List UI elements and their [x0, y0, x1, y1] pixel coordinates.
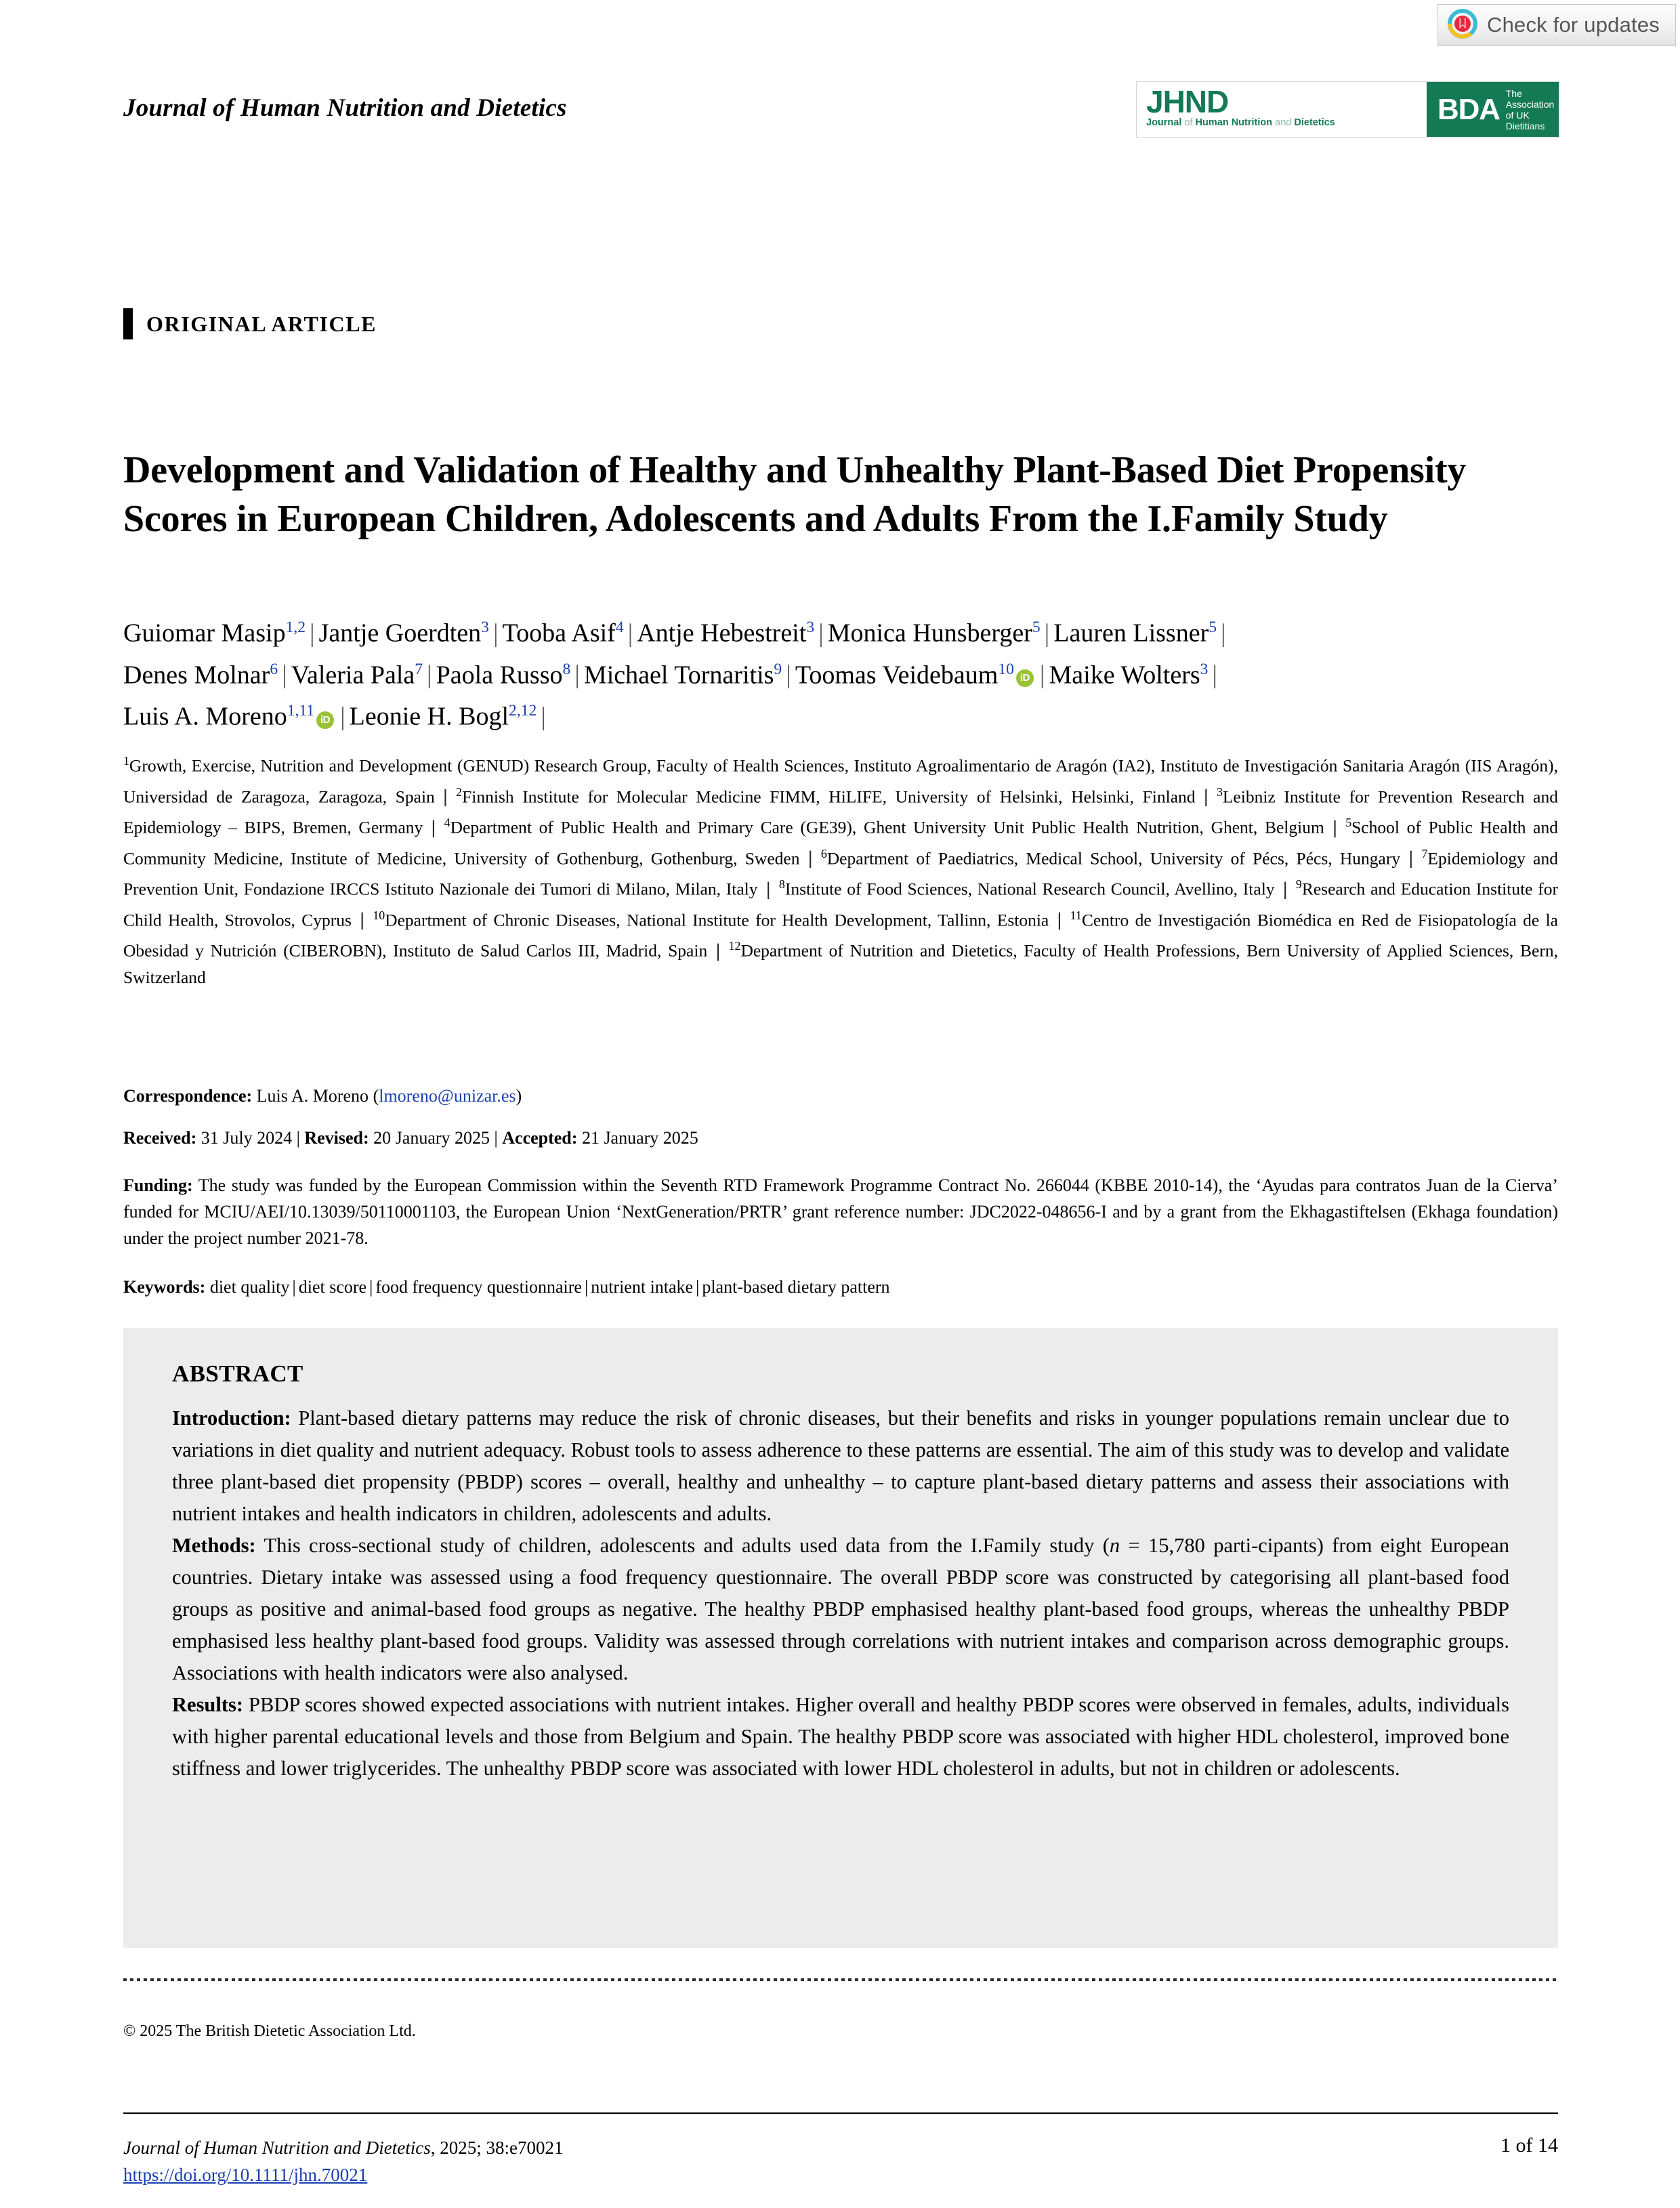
keywords-label: Keywords: [123, 1277, 206, 1297]
footer-citation-rest: , 2025; 38:e70021 [430, 2138, 564, 2158]
abstract-section-text: This cross-sectional study of children, adolescents and adults used data from the I.Family study ( [255, 1534, 1110, 1557]
keyword-separator: | [292, 1277, 296, 1297]
date-separator-2: | [494, 1128, 498, 1148]
bda-tagline-line2: of UK Dietitians [1505, 109, 1545, 131]
author-name: Monica Hunsberger [827, 619, 1032, 648]
affiliation-separator: ❘ [1327, 817, 1343, 837]
author-affiliation-marker: 2,12 [509, 702, 537, 720]
article-type-label: ORIGINAL ARTICLE [146, 311, 377, 336]
jhnd-sub-2: of [1184, 117, 1196, 128]
affiliation-number: 9 [1295, 877, 1302, 891]
abstract-box [123, 1328, 1558, 1948]
author-affiliation-marker: 6 [270, 660, 278, 678]
keyword[interactable]: food frequency questionnaire [375, 1277, 582, 1297]
jhnd-sub-1: Journal [1146, 117, 1185, 128]
abstract-section-label: Methods: [172, 1534, 256, 1557]
abstract-section-label: Introduction: [172, 1407, 291, 1430]
author-list [123, 610, 1519, 735]
article-type-bar [123, 308, 133, 339]
author-separator: | [427, 661, 432, 690]
affiliation-list [123, 748, 1558, 991]
bda-tagline [1506, 88, 1559, 131]
footer-journal-italic: Journal of Human Nutrition and Dietetics [123, 2138, 431, 2158]
accepted-label: Accepted: [502, 1128, 578, 1148]
author-name: Denes Molnar [123, 661, 270, 690]
author-affiliation-marker: 7 [415, 660, 423, 678]
keyword-separator: | [696, 1277, 700, 1297]
affiliation-separator: ❘ [803, 848, 818, 868]
author-separator: | [1212, 661, 1218, 690]
author-separator: | [541, 702, 546, 731]
footer-citation [123, 2134, 563, 2188]
jhnd-logo-subtitle [1146, 118, 1427, 128]
accepted-value: 21 January 2025 [581, 1128, 698, 1148]
abstract-section [172, 1530, 1509, 1689]
affiliation-separator: ❘ [354, 910, 370, 930]
author-separator: | [1044, 619, 1050, 648]
revised-label: Revised: [304, 1128, 369, 1148]
affiliation-number: 6 [820, 846, 827, 860]
journal-name: Journal of Human Nutrition and Dietetics [123, 94, 567, 122]
author-separator: | [786, 661, 791, 690]
author-name: Toomas Veidebaum [795, 661, 999, 690]
affiliation-separator: ❘ [438, 787, 453, 806]
affiliation-text: Department of Paediatrics, Medical School, University of Pécs, Pécs, Hungary [826, 848, 1401, 868]
affiliation-text: Institute of Food Sciences, National Research Council, Avellino, Italy [784, 879, 1275, 899]
check-for-updates-label: Check for updates [1487, 13, 1660, 37]
author-separator: | [574, 661, 580, 690]
page-number: 1 of 14 [1500, 2134, 1558, 2157]
author-name: Jantje Goerdten [318, 619, 482, 648]
affiliation-separator: ❘ [1052, 910, 1067, 930]
author-separator: | [310, 619, 315, 648]
keyword-separator: | [584, 1277, 589, 1297]
affiliation-number: 8 [778, 877, 785, 891]
jhnd-sub-3: Human Nutrition [1195, 117, 1276, 128]
abstract-sample-size-value: = 15,780 parti-cipants) from eight European countries. Dietary intake was assessed using a food frequency questionnaire. The overall PBDP score was constructed by categorising all plant-based food groups as positive and animal-based food groups as negative. The healthy PBDP emphasised healthy plant-based food groups, whereas the unhealthy PBDP emphasised less healthy plant-based food groups. Validity was assessed through correlations with nutrient intakes and comparison across demographic groups. Associations with health indicators were also analysed. [172, 1534, 1510, 1684]
author-name: Valeria Pala [291, 661, 415, 690]
author-separator: | [492, 619, 499, 648]
author-affiliation-marker: 5 [1209, 619, 1217, 636]
author-separator: | [627, 619, 633, 648]
author-name: Paola Russo [436, 661, 563, 690]
received-label: Received: [123, 1128, 197, 1148]
affiliation-text: Centro de Investigación Biomédica en Red de Fisiopatología de la Obesidad y Nutrición (CIBEROBN), Instituto de Salud Carlos III, Madrid, Spain [123, 910, 1558, 961]
correspondence-name: Luis A. Moreno [256, 1086, 369, 1106]
author-affiliation-marker: 3 [806, 619, 815, 636]
affiliation-number: 7 [1421, 846, 1428, 860]
correspondence-email-link[interactable]: lmoreno@unizar.es [379, 1086, 516, 1106]
author-affiliation-marker: 1,2 [285, 619, 306, 636]
copyright-notice: © 2025 The British Dietetic Association Ltd. [123, 2022, 416, 2040]
affiliation-separator: ❘ [1278, 879, 1293, 899]
author-affiliation-marker: 4 [615, 619, 624, 636]
abstract-section-text: PBDP scores showed expected associations with nutrient intakes. Higher overall and healthy PBDP scores were observed in females, adults, individuals with higher parental educational levels and those from Belgium and Spain. The healthy PBDP score was associated with higher HDL cholesterol, improved bone stiffness and lower triglycerides. The unhealthy PBDP score was associated with lower HDL cholesterol in adults, but not in children or adolescents. [172, 1693, 1509, 1780]
affiliation-separator: ❘ [761, 879, 776, 899]
author-affiliation-marker: 1,11 [287, 702, 315, 720]
author-separator: | [1221, 619, 1226, 648]
affiliation-number: 10 [373, 908, 385, 922]
correspondence: Correspondence: Luis A. Moreno (lmoreno@unizar.es) [123, 1086, 522, 1106]
jhnd-wordmark: JHND [1146, 84, 1229, 119]
crossmark-icon [1448, 9, 1477, 42]
author-separator: | [818, 619, 824, 648]
dotted-divider [123, 1978, 1558, 1981]
affiliation-text: Finnish Institute for Molecular Medicine FIMM, HiLIFE, University of Helsinki, Helsinki, Finland [462, 787, 1196, 806]
bda-logo [1427, 82, 1559, 137]
funding-text: The study was funded by the European Commission within the Seventh RTD Framework Programme Contract No. 266044 (KBBE 2010-14), the ‘Ayudas para contratos Juan de la Cierva’ funded for MCIU/AEI/10.13039/50110001103, the European Union ‘NextGeneration/PRTR’ grant reference number: JDC2022-048656-I and by a grant from the Ekhagastiftelsen (Ekhaga foundation) under the project number 2021-78. [123, 1175, 1558, 1248]
orcid-icon[interactable]: iD [316, 711, 334, 729]
author-separator: | [340, 702, 345, 731]
author-affiliation-marker: 3 [481, 619, 489, 636]
author-name: Michael Tornaritis [583, 661, 774, 690]
article-type [123, 308, 377, 339]
affiliation-number: 5 [1345, 816, 1352, 829]
date-separator-1: | [296, 1128, 300, 1148]
affiliation-separator: ❘ [711, 940, 726, 961]
affiliation-text: Leibniz Institute for Prevention Research and Epidemiology – BIPS, Bremen, Germany [123, 787, 1558, 837]
affiliation-number: 4 [444, 816, 450, 829]
affiliation-text: Department of Nutrition and Dietetics, Faculty of Health Professions, Bern University of Applied Sciences, Bern, Switzerland [123, 940, 1558, 987]
affiliation-text: Epidemiology and Prevention Unit, Fondazione IRCCS Istituto Nazionale dei Tumori di Milano, Milan, Italy [123, 848, 1558, 899]
doi-link[interactable]: https://doi.org/10.1111/jhn.70021 [123, 2165, 368, 2185]
author-name: Leonie H. Bogl [349, 702, 509, 731]
affiliation-separator: ❘ [1198, 787, 1213, 806]
author-separator: | [282, 661, 287, 690]
keyword[interactable]: nutrient intake [591, 1277, 694, 1297]
affiliation-text: Research and Education Institute for Child Health, Strovolos, Cyprus [123, 879, 1559, 930]
journal-logo-block [1136, 81, 1559, 138]
jhnd-sub-4: and [1275, 117, 1295, 128]
affiliation-number: 2 [456, 785, 463, 799]
author-affiliation-marker: 9 [774, 660, 782, 678]
abstract-section [172, 1689, 1509, 1785]
author-affiliation-marker: 8 [562, 660, 571, 678]
article-dates [123, 1125, 1558, 1151]
abstract-section [172, 1402, 1509, 1530]
author-name: Lauren Lissner [1053, 619, 1209, 648]
funding-label: Funding: [123, 1175, 193, 1195]
author-separator: | [1039, 661, 1045, 690]
bda-wordmark: BDA [1437, 92, 1500, 126]
bda-tagline-line1: The Association [1505, 87, 1555, 110]
abstract-heading: ABSTRACT [172, 1360, 303, 1387]
affiliation-number: 1 [123, 754, 129, 768]
author-name: Antje Hebestreit [637, 619, 807, 648]
revised-value: 20 January 2025 [373, 1128, 490, 1148]
affiliation-separator: ❘ [426, 817, 441, 837]
abstract-sample-size-symbol: n [1109, 1534, 1120, 1557]
keywords-values [210, 1277, 890, 1297]
correspondence-label: Correspondence: [123, 1086, 253, 1106]
keyword[interactable]: plant-based dietary pattern [702, 1277, 890, 1297]
affiliation-number: 12 [728, 939, 741, 953]
affiliation-number: 3 [1216, 785, 1223, 799]
footer-citation-line [123, 2134, 563, 2161]
page-footer [123, 2134, 1558, 2188]
page-title: Development and Validation of Healthy and Unhealthy Plant-Based Diet Propensity Scores in European Children, Adolescents and Adults From the I.Family Study [123, 449, 1467, 540]
affiliation-text: School of Public Health and Community Medicine, Institute of Medicine, University of Gothenburg, Gothenburg, Sweden [123, 817, 1558, 868]
masthead [123, 81, 1559, 146]
affiliation-number: 11 [1070, 908, 1082, 922]
footer-divider [123, 2112, 1558, 2114]
author-affiliation-marker: 5 [1032, 619, 1041, 636]
affiliation-text: Department of Chronic Diseases, National Institute for Health Development, Tallinn, Estonia [385, 910, 1049, 930]
keyword[interactable]: diet quality [209, 1277, 290, 1297]
keywords [123, 1274, 1558, 1300]
keyword[interactable]: diet score [298, 1277, 367, 1297]
jhnd-sub-5: Dietetics [1294, 117, 1335, 128]
author-name: Maike Wolters [1049, 661, 1200, 690]
affiliation-separator: ❘ [1404, 848, 1419, 868]
jhnd-logo [1137, 82, 1427, 137]
received-value: 31 July 2024 [201, 1128, 293, 1148]
orcid-icon[interactable]: iD [1016, 669, 1034, 687]
affiliation-text: Growth, Exercise, Nutrition and Development (GENUD) Research Group, Faculty of Health Sciences, Instituto Agroalimentario de Aragón (IA2), Instituto de Investigación Sanitaria Aragón (IIS Aragón), Universidad de Zaragoza, Zaragoza, Spain [123, 755, 1558, 806]
keyword-separator: | [369, 1277, 373, 1297]
author-name: Tooba Asif [502, 619, 616, 648]
author-affiliation-marker: 3 [1200, 660, 1209, 678]
funding-statement [123, 1172, 1558, 1251]
abstract-section-label: Results: [172, 1693, 244, 1716]
abstract-section-text: Plant-based dietary patterns may reduce the risk of chronic diseases, but their benefits and risks in younger populations remain unclear due to variations in diet quality and nutrient adequacy. Robust tools to assess adherence to these patterns are essential. The aim of this study was to develop and validate three plant-based diet propensity (PBDP) scores – overall, healthy and unhealthy – to capture plant-based dietary patterns and assess their associations with nutrient intakes and health indicators in children, adolescents and adults. [172, 1407, 1509, 1525]
check-for-updates-button[interactable] [1437, 4, 1676, 46]
abstract-body [172, 1402, 1509, 1785]
affiliation-text: Department of Public Health and Primary Care (GE39), Ghent University Unit Public Health Nutrition, Ghent, Belgium [450, 817, 1324, 837]
author-name: Luis A. Moreno [123, 702, 287, 731]
author-affiliation-marker: 10 [998, 660, 1014, 678]
author-name: Guiomar Masip [123, 619, 286, 648]
